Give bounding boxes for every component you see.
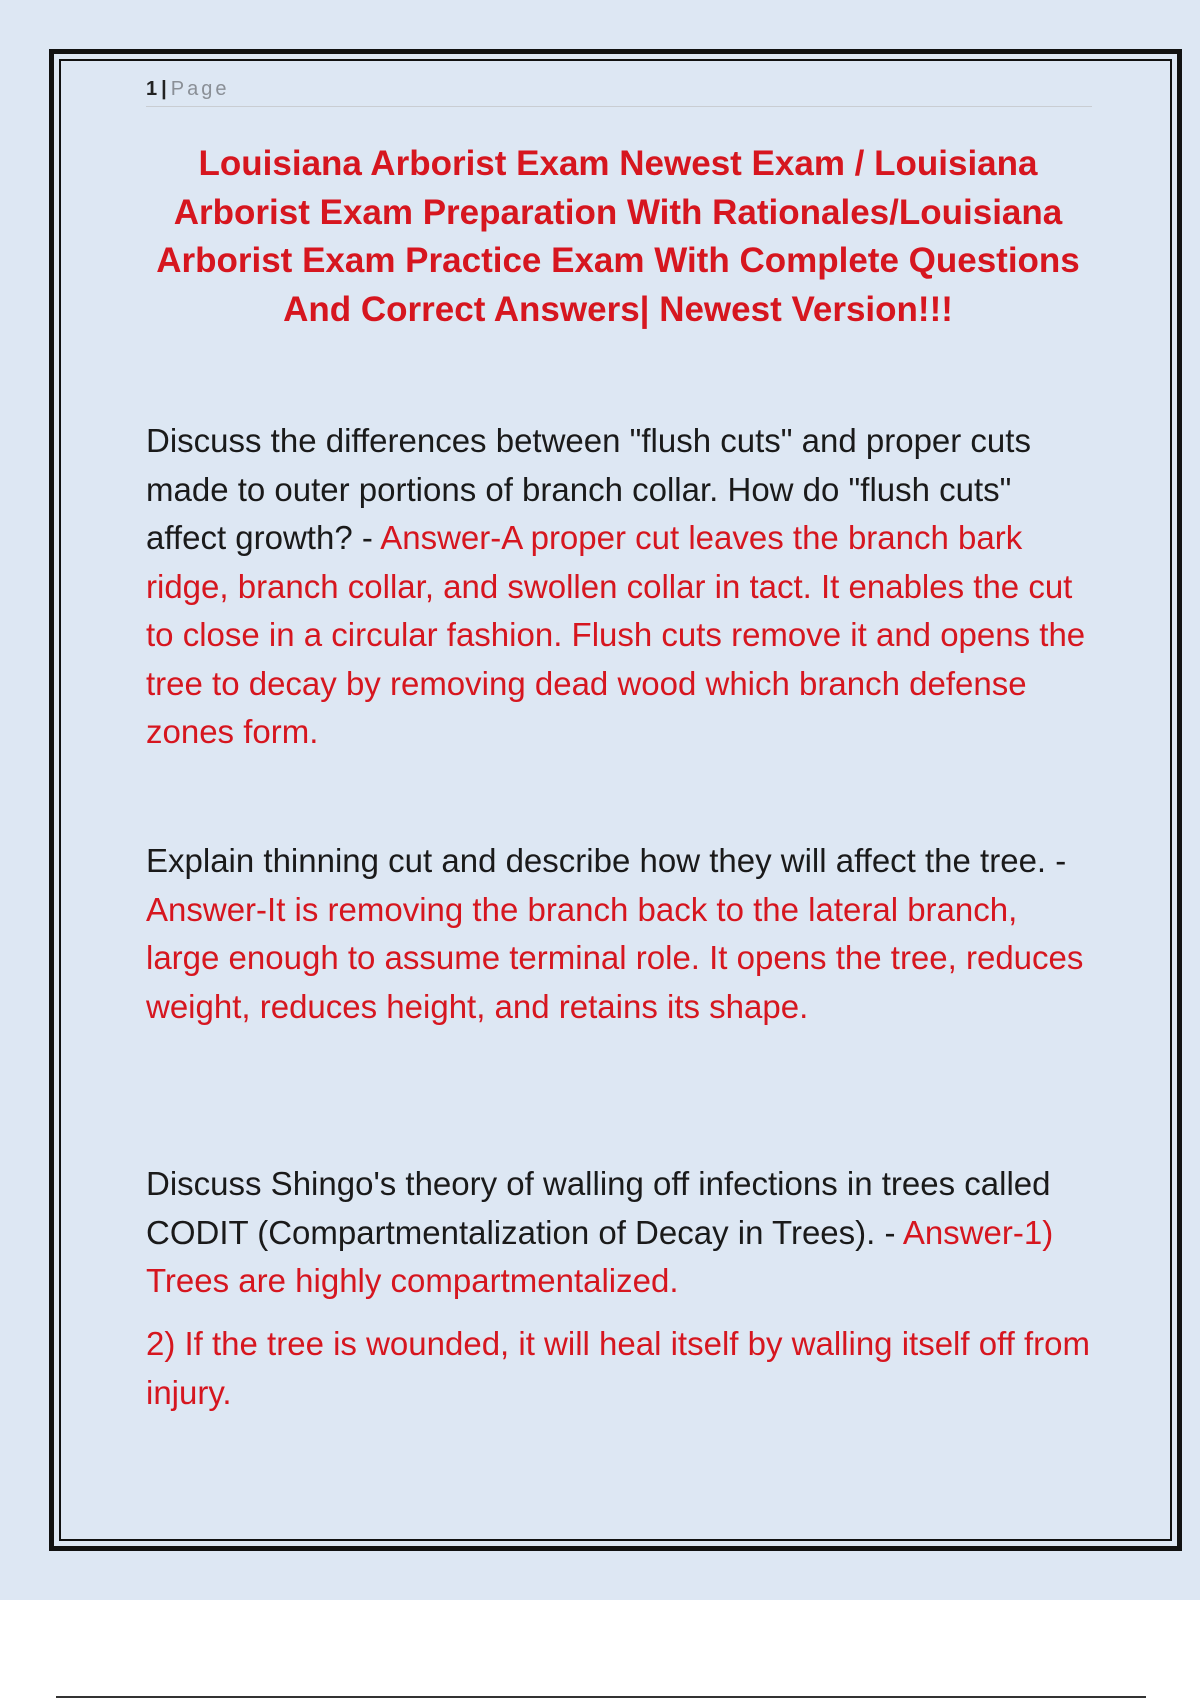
header-separator: | [161, 78, 167, 100]
page-header [146, 74, 1092, 107]
question-text: Discuss Shingo's theory of walling off infections in trees called CODIT (Compartmentalization of Decay in Trees). - [146, 1165, 1051, 1251]
bottom-divider [56, 1696, 1146, 1698]
page-label: Page [170, 78, 230, 100]
answer-text: Answer-A proper cut leaves the branch bark ridge, branch collar, and swollen collar in tact. It enables the cut to close in a circular fashion. Flush cuts remove it and opens the tree to decay by removing dead wood which branch defense zones form. [146, 519, 1086, 750]
question-text: Discuss the differences between "flush cuts" and proper cuts made to outer portions of branch collar. How do "flush cuts" affect growth? - [146, 422, 1031, 556]
document-title: Louisiana Arborist Exam Newest Exam / Louisiana Arborist Exam Preparation With Rationales/Louisiana Arborist Exam Practice Exam With Complete Questions And Correct Answers| Newest Version!!! [156, 144, 1080, 329]
answer-text: Answer-It is removing the branch back to the lateral branch, large enough to assume terminal role. It opens the tree, reduces weight, reduces height, and retains its shape. [146, 890, 1084, 1025]
page-number: 1 [146, 78, 158, 100]
question-text: Explain thinning cut and describe how they will affect the tree. - [146, 842, 1067, 879]
qa-item-1 [146, 417, 1096, 757]
qa-item-2 [146, 837, 1096, 1031]
answer-text: Answer-1) Trees are highly compartmentalized. [146, 1213, 1054, 1299]
qa-item-3-continued: 2) If the tree is wounded, it will heal itself by walling itself off from injury. [146, 1325, 1090, 1411]
qa-item-3 [146, 1160, 1096, 1306]
